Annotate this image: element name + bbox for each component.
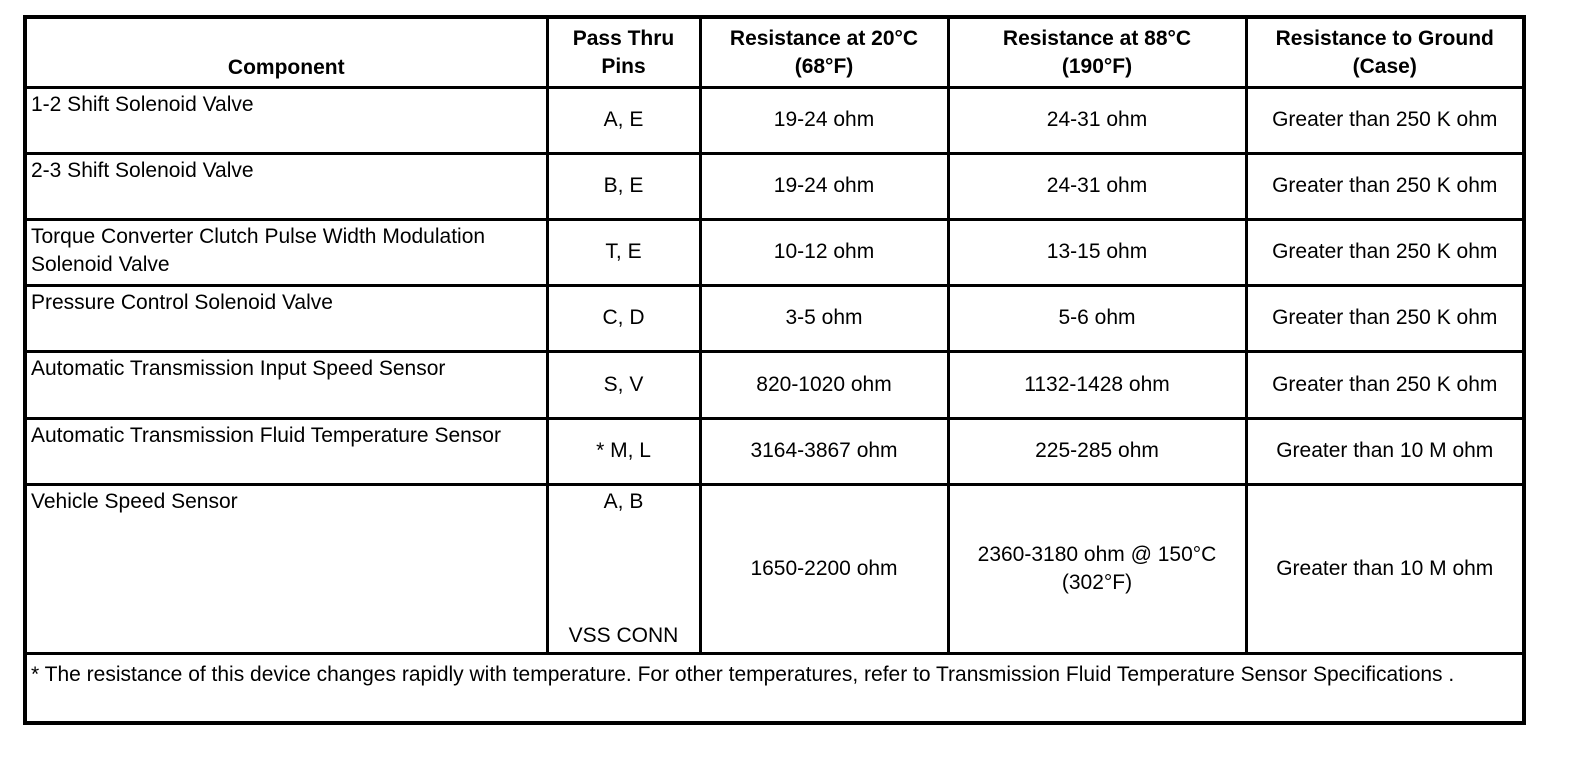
ground-cell: Greater than 250 K ohm — [1246, 351, 1524, 418]
table-row — [25, 351, 1524, 418]
r88-cell: 225-285 ohm — [948, 418, 1246, 484]
footnote: * The resistance of this device changes rapidly with temperature. For other temperatures, refer to Transmission Fluid Temperature Sensor Specifications . — [25, 653, 1524, 723]
ground-cell: Greater than 250 K ohm — [1246, 153, 1524, 219]
r20-cell: 19-24 ohm — [700, 153, 948, 219]
r20-cell: 10-12 ohm — [700, 219, 948, 285]
r20-cell: 3-5 ohm — [700, 285, 948, 351]
r88-cell: 13-15 ohm — [948, 219, 1246, 285]
table-row — [25, 418, 1524, 484]
table-row — [25, 484, 1524, 653]
header-pins — [547, 17, 700, 87]
pins-value: A, B — [603, 489, 644, 513]
r88-cell: 24-31 ohm — [948, 87, 1246, 153]
r20-cell: 19-24 ohm — [700, 87, 948, 153]
component-cell: Automatic Transmission Input Speed Sensor — [25, 351, 547, 418]
ground-cell: Greater than 250 K ohm — [1246, 285, 1524, 351]
r20-cell: 820-1020 ohm — [700, 351, 948, 418]
component-cell: Torque Converter Clutch Pulse Width Modulation Solenoid Valve — [25, 219, 547, 285]
r88-cell: 24-31 ohm — [948, 153, 1246, 219]
header-component — [25, 17, 547, 87]
table-row — [25, 219, 1524, 285]
pins-cell — [547, 484, 700, 653]
table-row — [25, 153, 1524, 219]
r88-cell: 2360-3180 ohm @ 150°C (302°F) — [948, 484, 1246, 653]
pins-cell: T, E — [547, 219, 700, 285]
header-r20-l1: Resistance at 20°C — [729, 27, 919, 50]
ground-cell: Greater than 10 M ohm — [1246, 418, 1524, 484]
header-r20 — [700, 17, 948, 87]
pins-cell: * M, L — [547, 418, 700, 484]
header-ground-l2: (Case) — [1352, 55, 1417, 78]
header-row — [25, 17, 1524, 87]
r88-cell: 5-6 ohm — [948, 285, 1246, 351]
header-r88 — [948, 17, 1246, 87]
component-cell: Vehicle Speed Sensor — [25, 484, 547, 653]
header-pins-l1: Pass Thru — [572, 27, 675, 50]
component-cell: 2-3 Shift Solenoid Valve — [25, 153, 547, 219]
header-r88-l1: Resistance at 88°C — [1002, 27, 1192, 50]
footnote-row — [25, 653, 1524, 723]
header-pins-l2: Pins — [601, 55, 646, 78]
ground-cell: Greater than 250 K ohm — [1246, 87, 1524, 153]
component-cell: 1-2 Shift Solenoid Valve — [25, 87, 547, 153]
pins-connector-label: VSS CONN — [568, 623, 679, 647]
pins-cell: A, E — [547, 87, 700, 153]
r20-cell: 1650-2200 ohm — [700, 484, 948, 653]
header-r88-l2: (190°F) — [1061, 55, 1133, 78]
r88-cell: 1132-1428 ohm — [948, 351, 1246, 418]
pins-cell: B, E — [547, 153, 700, 219]
component-cell: Pressure Control Solenoid Valve — [25, 285, 547, 351]
header-ground — [1246, 17, 1524, 87]
pins-cell: C, D — [547, 285, 700, 351]
header-component-label: Component — [227, 55, 345, 79]
table-row — [25, 285, 1524, 351]
pins-cell: S, V — [547, 351, 700, 418]
component-cell: Automatic Transmission Fluid Temperature Sensor — [25, 418, 547, 484]
ground-cell: Greater than 10 M ohm — [1246, 484, 1524, 653]
table-row — [25, 87, 1524, 153]
r20-cell: 3164-3867 ohm — [700, 418, 948, 484]
header-r20-l2: (68°F) — [794, 55, 854, 78]
header-ground-l1: Resistance to Ground — [1275, 27, 1494, 50]
ground-cell: Greater than 250 K ohm — [1246, 219, 1524, 285]
resistance-spec-table — [23, 15, 1526, 725]
